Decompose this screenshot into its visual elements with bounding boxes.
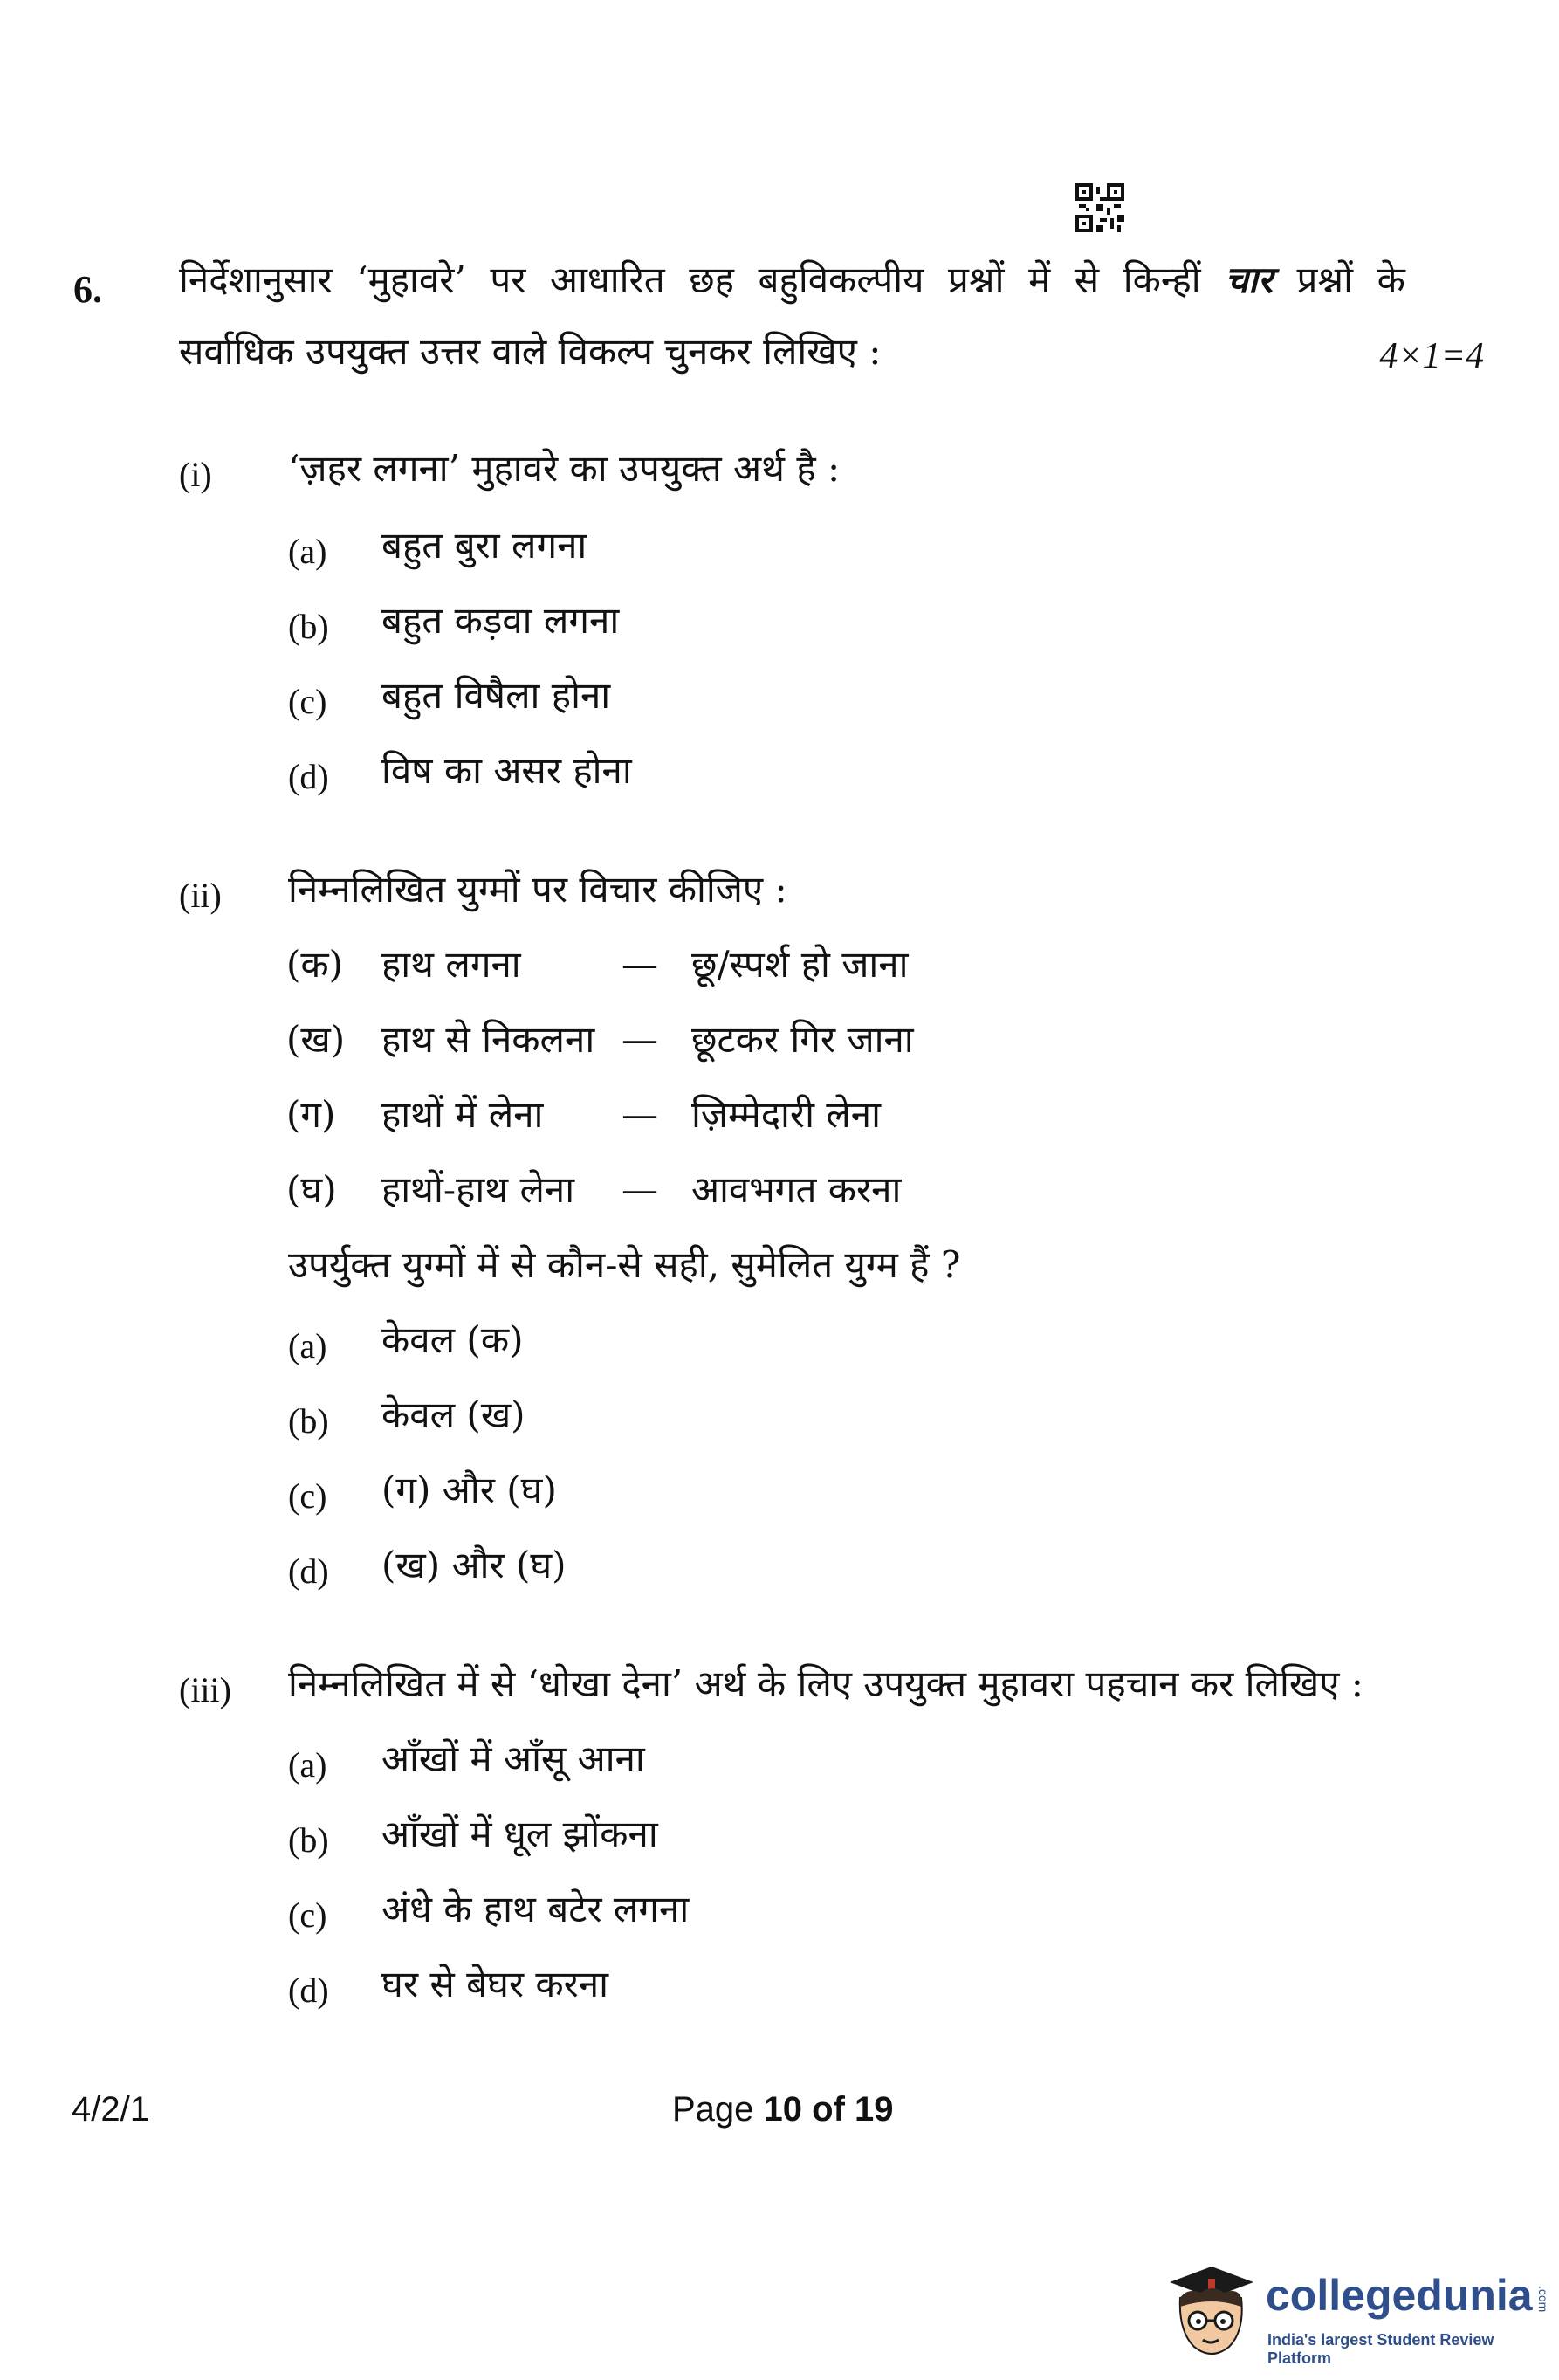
option-text: अंधे के हाथ बटेर लगना xyxy=(381,1888,690,1930)
option-label: (a) xyxy=(288,1745,327,1785)
pair-idiom: हाथ लगना xyxy=(381,943,521,986)
option-label: (c) xyxy=(288,1476,327,1516)
pair-meaning: आवभगत करना xyxy=(691,1168,902,1211)
option-label: (d) xyxy=(288,1971,329,2010)
option-label: (d) xyxy=(288,1551,329,1591)
subquestion-i-text: ‘ज़हर लगना’ मुहावरे का उपयुक्त अर्थ है : xyxy=(288,447,841,490)
stem-word: प्रश्नों xyxy=(948,258,1005,301)
stem-word: बहुविकल्पीय xyxy=(758,258,924,301)
pair-meaning: छू/स्पर्श हो जाना xyxy=(691,943,909,986)
pair-dash: — xyxy=(622,1168,658,1211)
option-label: (c) xyxy=(288,682,327,721)
marks-allocation: 4×1=4 xyxy=(1379,336,1484,376)
option-text: आँखों में आँसू आना xyxy=(381,1737,645,1780)
option-text: (ग) और (घ) xyxy=(381,1469,557,1511)
option-label: (d) xyxy=(288,757,329,796)
option-text: आँखों में धूल झोंकना xyxy=(381,1813,658,1855)
option-label: (b) xyxy=(288,607,329,646)
stem-word: ‘मुहावरे’ xyxy=(356,258,466,301)
stem-emphasis: चार xyxy=(1225,258,1273,301)
option-label: (b) xyxy=(288,1401,329,1441)
option-text: घर से बेघर करना xyxy=(381,1963,609,2005)
option-text: (ख) और (घ) xyxy=(381,1544,567,1586)
pair-label: (ख) xyxy=(286,1018,346,1061)
option-text: बहुत बुरा लगना xyxy=(381,524,587,567)
stem-word: छह xyxy=(689,258,734,301)
pair-idiom: हाथों-हाथ लेना xyxy=(381,1168,575,1211)
pair-meaning: ज़िम्मेदारी लेना xyxy=(691,1093,881,1136)
stem-word: के xyxy=(1377,258,1405,301)
brand-name: collegedunia xyxy=(1266,2271,1533,2320)
option-label: (a) xyxy=(288,532,327,571)
brand-tagline: India's largest Student Review Platform xyxy=(1267,2331,1494,2367)
page-indicator xyxy=(672,2090,894,2129)
subquestion-i-label: (i) xyxy=(179,455,212,494)
stem-word: प्रश्नों xyxy=(1296,258,1354,301)
page-total: 19 xyxy=(855,2090,894,2129)
option-text: बहुत कड़वा लगना xyxy=(381,599,620,642)
question-stem-line1 xyxy=(179,258,1405,301)
pair-dash: — xyxy=(622,943,658,986)
subquestion-iii-label: (iii) xyxy=(179,1670,231,1709)
student-mascot-icon xyxy=(1161,2263,1259,2368)
pair-label: (घ) xyxy=(286,1168,337,1211)
subquestion-ii-text: निम्नलिखित युग्मों पर विचार कीजिए : xyxy=(288,868,787,911)
option-text: केवल (ख) xyxy=(381,1393,525,1436)
pair-dash: — xyxy=(622,1093,658,1136)
pair-label: (क) xyxy=(286,943,344,986)
page-prefix: Page xyxy=(672,2090,764,2129)
stem-word: से xyxy=(1074,258,1100,301)
subquestion-ii-label: (ii) xyxy=(179,876,222,915)
option-label: (c) xyxy=(288,1895,327,1935)
pair-meaning: छूटकर गिर जाना xyxy=(691,1018,914,1061)
stem-word: निर्देशानुसार xyxy=(179,258,333,301)
stem-word: किन्हीं xyxy=(1123,258,1201,301)
option-label: (b) xyxy=(288,1820,329,1860)
pair-idiom: हाथों में लेना xyxy=(381,1093,544,1136)
stem-word: पर xyxy=(490,258,526,301)
stem-word: आधारित xyxy=(550,258,665,301)
subquestion-iii-text: निम्नलिखित में से ‘धोखा देना’ अर्थ के लिए उपयुक्त मुहावरा पहचान कर लिखिए : xyxy=(288,1662,1363,1705)
page-of: of xyxy=(802,2090,855,2129)
pairs-followup-question: उपर्युक्त युग्मों में से कौन-से सही, सुमेलित युग्म हैं ? xyxy=(288,1243,961,1286)
option-text: केवल (क) xyxy=(381,1318,524,1361)
option-text: विष का असर होना xyxy=(381,749,632,792)
option-text: बहुत विषैला होना xyxy=(381,674,611,717)
paper-code: 4/2/1 xyxy=(72,2090,149,2129)
question-stem-line2: सर्वाधिक उपयुक्त उत्तर वाले विकल्प चुनकर लिखिए : xyxy=(179,330,882,373)
pair-dash: — xyxy=(622,1018,658,1061)
page-current: 10 xyxy=(763,2090,803,2129)
question-number: 6. xyxy=(73,268,102,311)
qr-code-icon xyxy=(1075,183,1124,232)
option-label: (a) xyxy=(288,1326,327,1365)
stem-word: में xyxy=(1028,258,1051,301)
pair-idiom: हाथ से निकलना xyxy=(381,1018,595,1061)
pair-label: (ग) xyxy=(286,1093,336,1136)
brand-suffix: .com xyxy=(1536,2286,1550,2313)
